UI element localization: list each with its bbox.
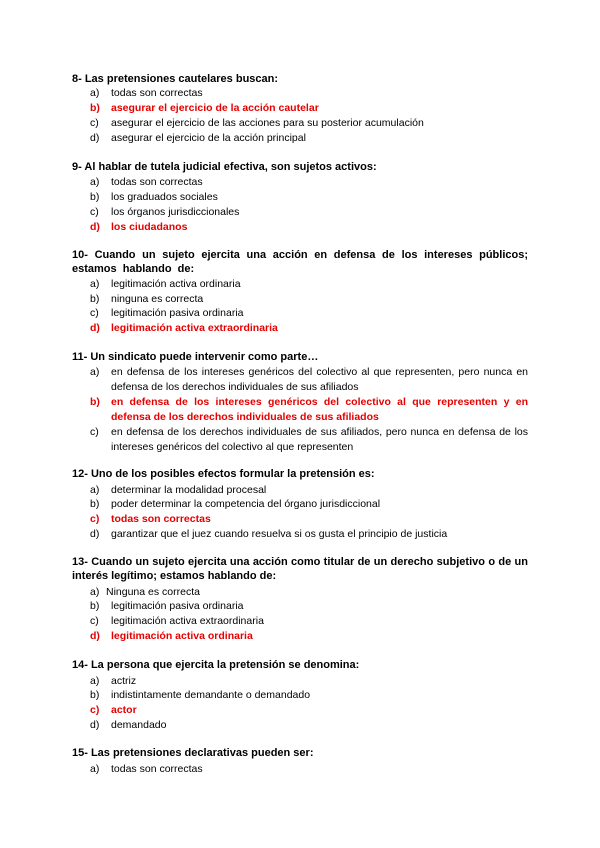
- question-title: 8- Las pretensiones cautelares buscan:: [72, 73, 279, 85]
- document-page: 8- Las pretensiones cautelares buscan: a) todas son correctas b) asegurar el ejercicio de la acción cautelar c) asegurar el ejercicio de las acciones para su posterior acumulación d) asegurar el ejercicio de la acción principal 9- Al hablar de tutela judicial efectiva, son sujetos activos: a) todas son correctas b) los graduados sociales c) los órganos jurisdiccionales d) los ciudadanos 10- Cuando un sujeto ejercita una acción en defensa de los intereses públicos; estamos hablando de: a) legitimación activa ordinaria b) ninguna es correcta c) legitimación pasiva ordinaria d) legitimación activa extraordinaria 11- Un sindicato puede intervenir como parte… a) en defensa de los intereses genéricos del colectivo al que representen, pero nunca en defensa de los derechos individuales de sus afiliados b) en defensa de los intereses genéricos del colectivo al que representen y en defensa de los derechos individuales de sus afiliados c) en defensa de los derechos individuales de sus afiliados, pero nunca en defensa de los intereses genéricos del colectivo al que representen 12- Uno de los posibles efectos formular la pretensión es: a) determinar la modalidad procesal b) poder determinar la competencia del órgano jurisdiccional c) todas son correctas d) garantizar que el juez cuando resuelva si os gusta el principio de justicia 13- Cuando un sujeto ejercita una acción como titular de un derecho subjetivo o de un interés legítimo; estamos hablando de: a) Ninguna es correcta b) legitimación pasiva ordinaria c) legitimación activa extraordinaria d) legitimación activa ordinaria 14- La persona que ejercita la pretensión se denomina: a) actriz b) indistintamente demandante o demandado c) actor d) demandado 15- Las pretensiones declarativas pueden ser: a) todas son correctas: [72, 73, 528, 775]
- question-title: 13- Cuando un sujeto ejercita una acción como titular de un derecho subjetivo o de un interés legítimo; estamos hablando de:: [72, 556, 528, 582]
- question-title: 12- Uno de los posibles efectos formular la pretensión es:: [72, 468, 375, 480]
- question-title: 15- Las pretensiones declarativas pueden ser:: [72, 747, 314, 759]
- question-title: 14- La persona que ejercita la pretensión se denomina:: [72, 659, 360, 671]
- question-title: 10- Cuando un sujeto ejercita una acción en defensa de los intereses públicos; estamos hablando de:: [72, 249, 528, 275]
- question-title: 11- Un sindicato puede intervenir como parte…: [72, 351, 319, 363]
- question-title: 9- Al hablar de tutela judicial efectiva, son sujetos activos:: [72, 161, 377, 173]
